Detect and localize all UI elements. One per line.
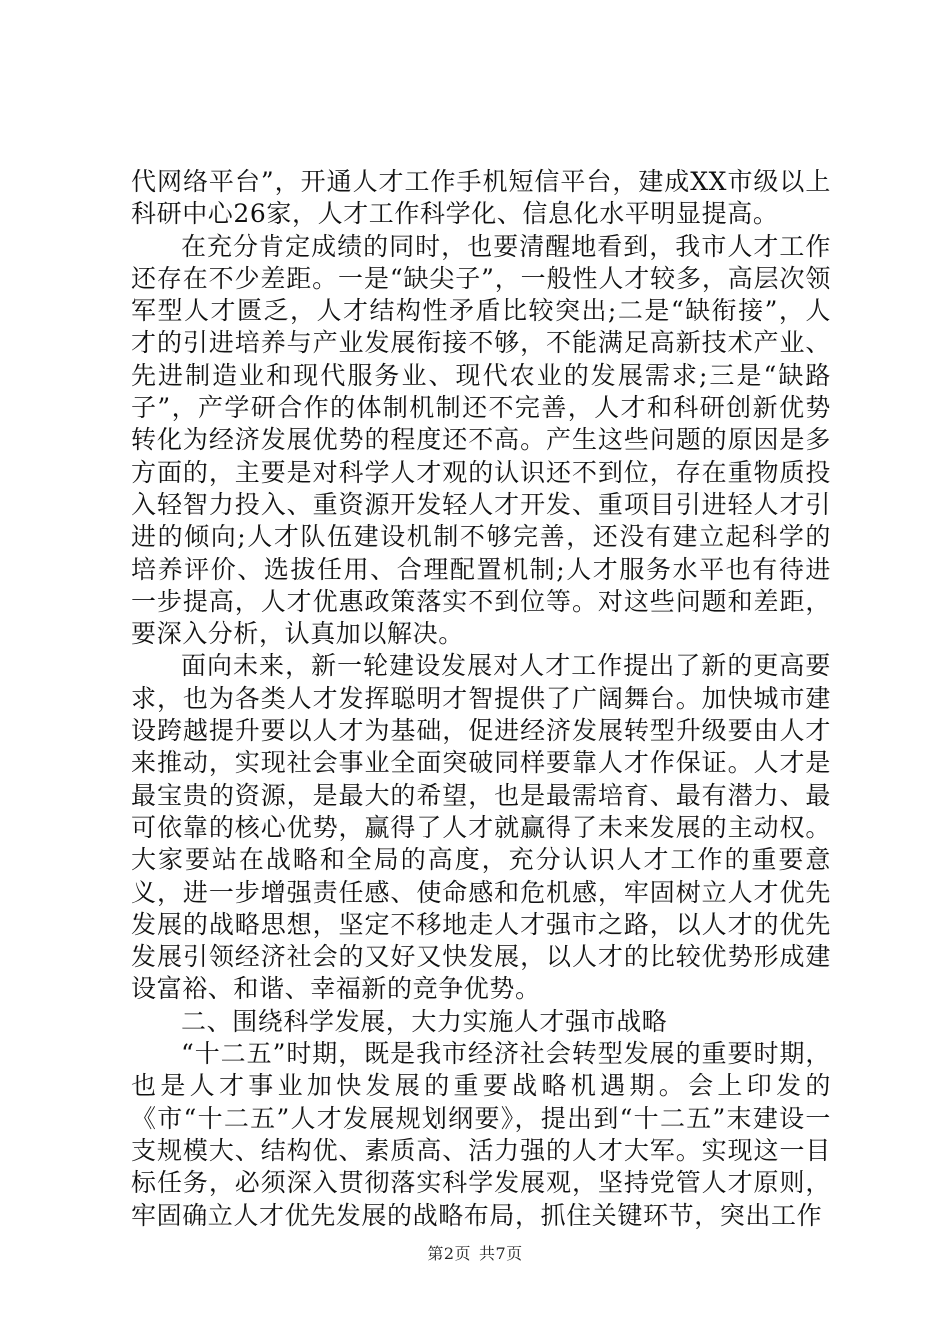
- paragraph-continuation: 代网络平台”，开通人才工作手机短信平台，建成XX市级以上科研中心26家，人才工作科学化、信息化水平明显提高。: [131, 167, 831, 229]
- paragraph-future: 面向未来，新一轮建设发展对人才工作提出了新的更高要求，也为各类人才发挥聪明才智提供了广阔舞台。加快城市建设跨越提升要以人才为基础，促进经济发展转型升级要由人才来推动，实现社会事业全面突破同样要靠人才作保证。人才是最宝贵的资源，是最大的希望，也是最需培育、最有潜力、最可依靠的核心优势，赢得了人才就赢得了未来发展的主动权。大家要站在战略和全局的高度，充分认识人才工作的重要意义，进一步增强责任感、使命感和危机感，牢固树立人才优先发展的战略思想，坚定不移地走人才强市之路，以人才的优先发展引领经济社会的又好又快发展，以人才的比较优势形成建设富裕、和谐、幸福新的竞争优势。: [131, 651, 831, 1004]
- paragraph-five-year-plan: “十二五”时期，既是我市经济社会转型发展的重要时期，也是人才事业加快发展的重要战略机遇期。会上印发的《市“十二五”人才发展规划纲要》，提出到“十二五”末建设一支规模大、结构优、素质高、活力强的人才大军。实现这一目标任务，必须深入贯彻落实科学发展观，坚持党管人才原则，牢固确立人才优先发展的战略布局，抓住关键环节，突出工作: [131, 1039, 831, 1230]
- page-footer: [0, 1244, 950, 1264]
- section-heading: 二、围绕科学发展，大力实施人才强市战略: [181, 1006, 668, 1036]
- document-body: [131, 166, 831, 1232]
- paragraph-gaps: 在充分肯定成绩的同时，也要清醒地看到，我市人才工作还存在不少差距。一是“缺尖子”，一般性人才较多，高层次领军型人才匮乏，人才结构性矛盾比较突出;二是“缺衔接”，人才的引进培养与产业发展衔接不够，不能满足高新技术产业、先进制造业和现代服务业、现代农业的发展需求;三是“缺路子”，产学研合作的体制机制还不完善，人才和科研创新优势转化为经济发展优势的程度还不高。产生这些问题的原因是多方面的，主要是对科学人才观的认识还不到位，存在重物质投入轻智力投入、重资源开发轻人才开发、重项目引进轻人才引进的倾向;人才队伍建设机制不够完善，还没有建立起科学的培养评价、选拔任用、合理配置机制;人才服务水平也有待进一步提高，人才优惠政策落实不到位等。对这些问题和差距，要深入分析，认真加以解决。: [131, 231, 831, 649]
- page-total: 共7页: [479, 1244, 523, 1263]
- page-number: 第2页: [427, 1244, 471, 1263]
